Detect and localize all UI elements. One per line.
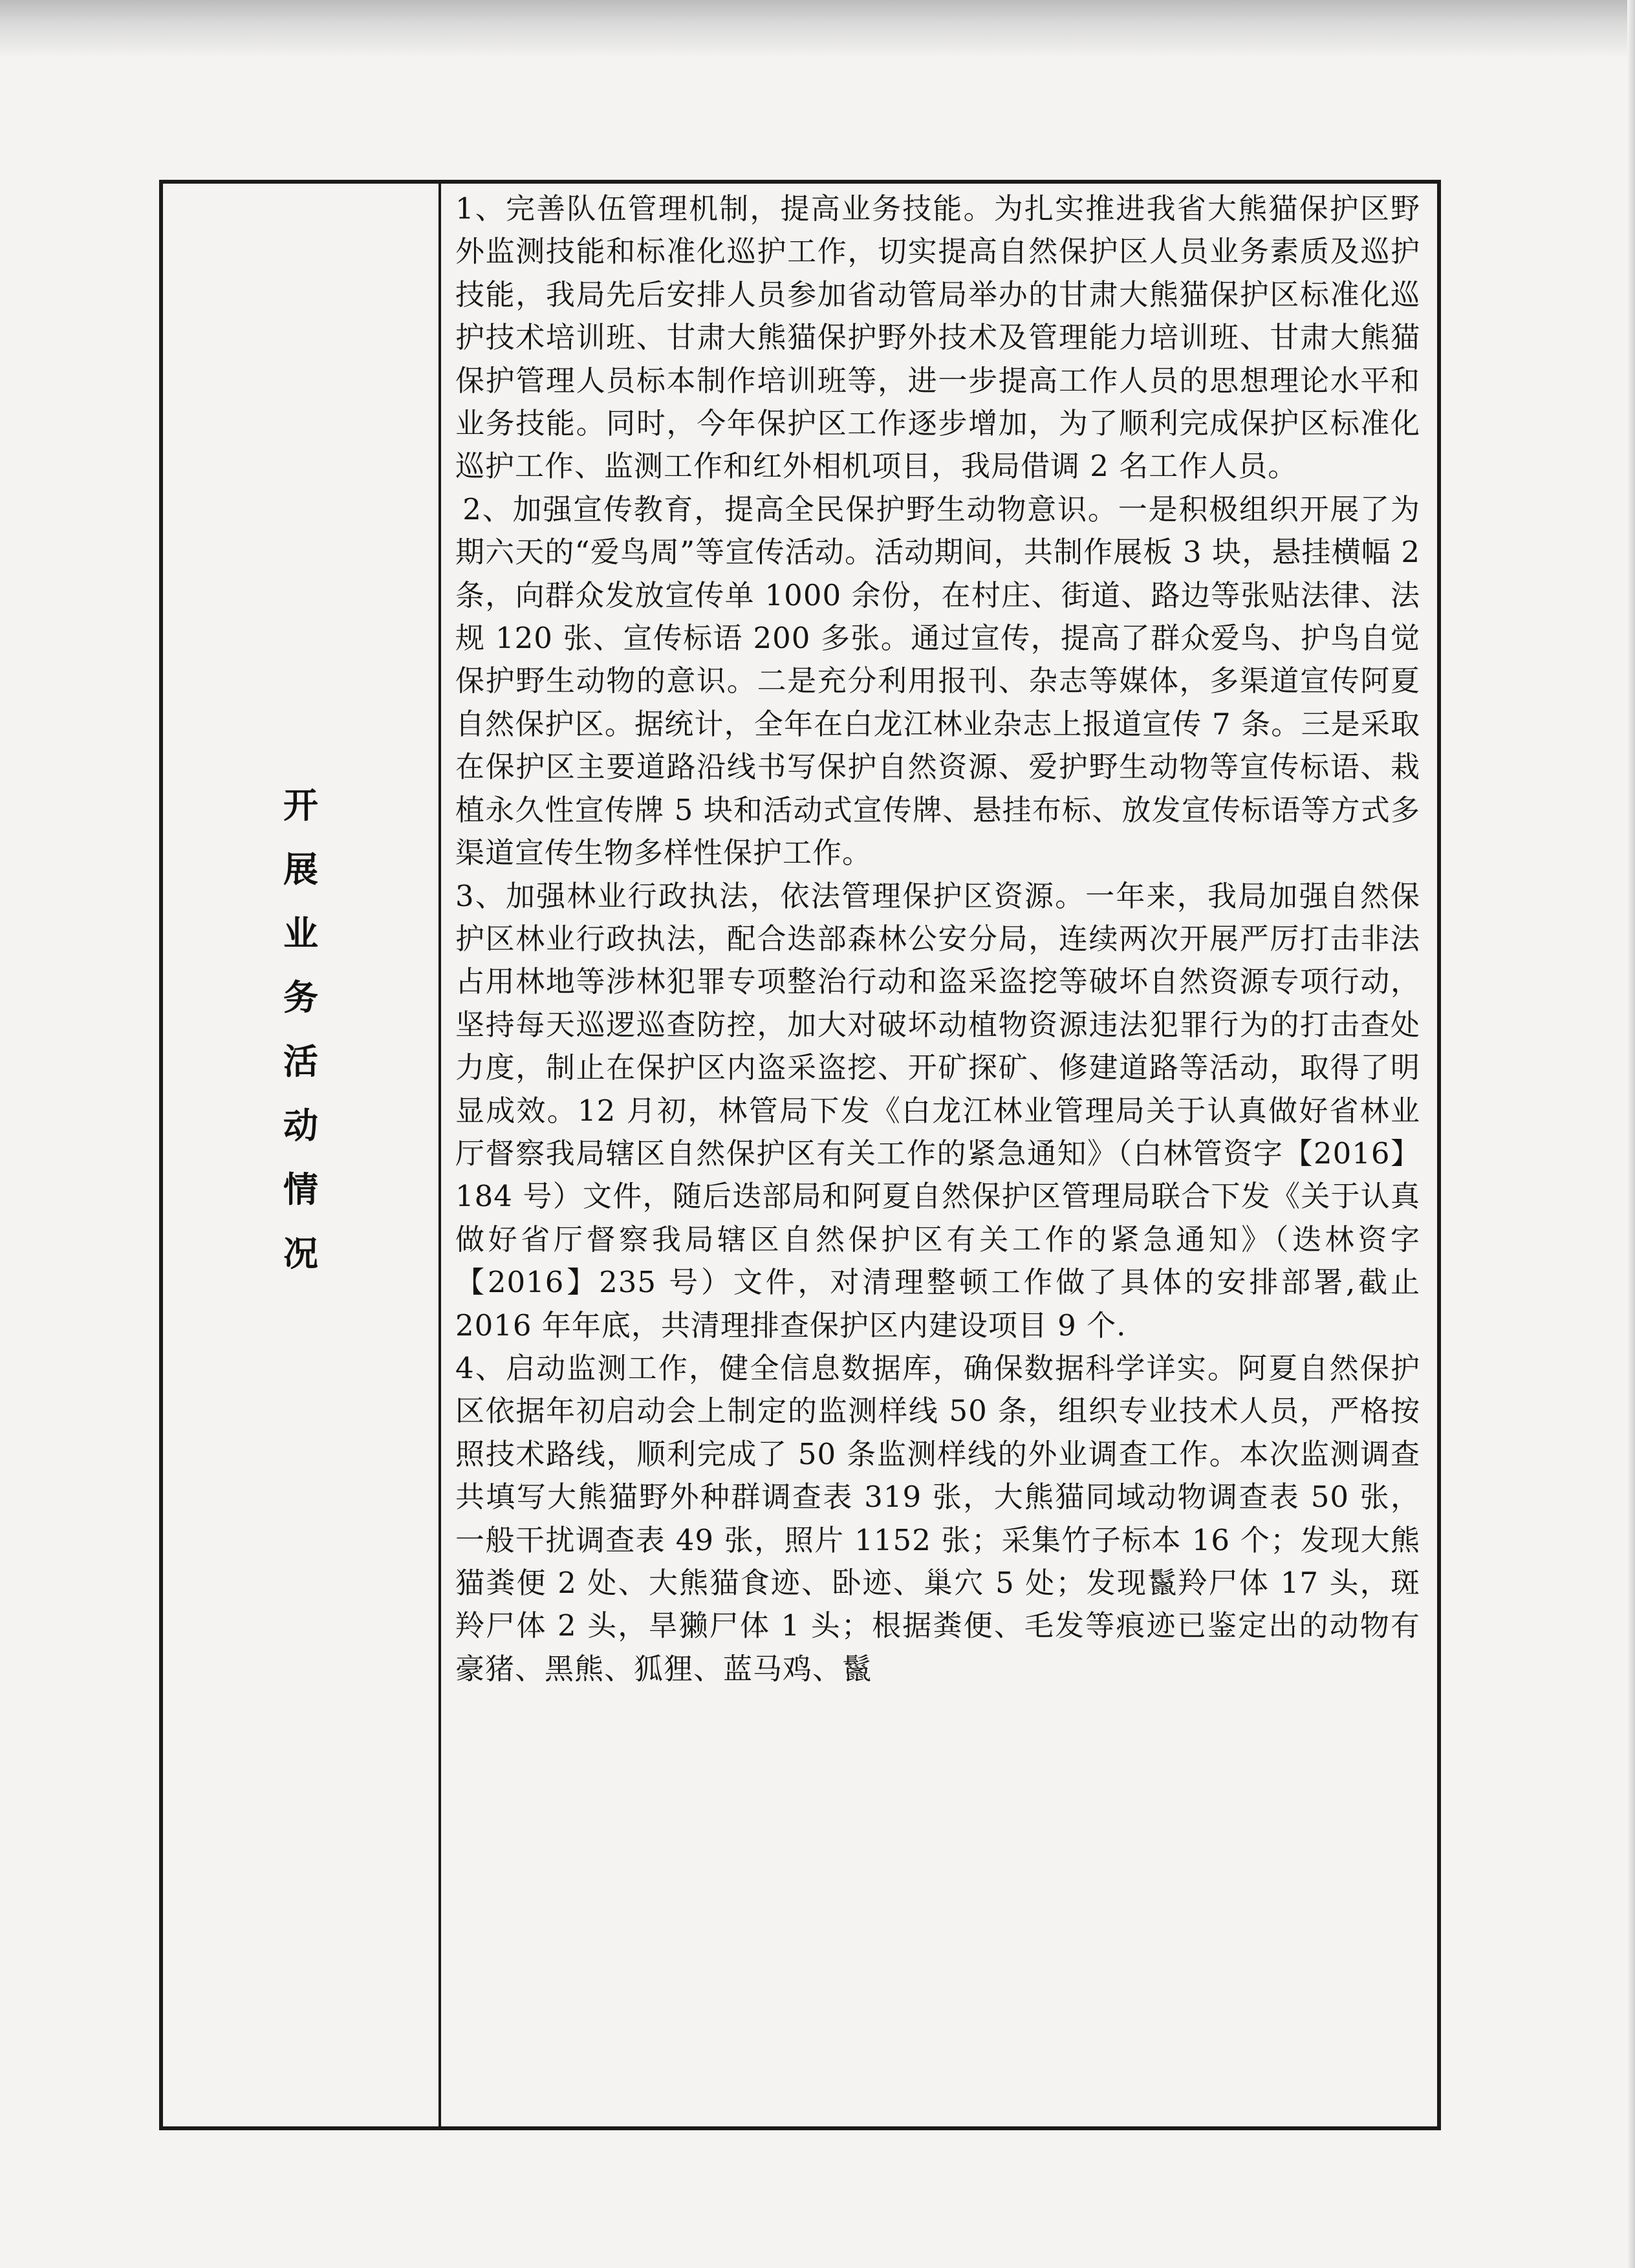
- section-label-char: 情: [283, 1169, 318, 1210]
- section-label-char: 况: [283, 1233, 318, 1274]
- form-table: [159, 180, 1441, 2130]
- section-label-char: 动: [283, 1105, 318, 1146]
- paragraph-law-enforcement: 3、加强林业行政执法，依法管理保护区资源。一年来，我局加强自然保护区林业行政执法，配合迭部森林公安分局，连续两次开展严厉打击非法占用林地等涉林犯罪专项整治行动和盗采盗挖等破坏自然资源专项行动，坚持每天巡逻巡查防控，加大对破坏动植物资源违法犯罪行为的打击查处力度，制止在保护区内盗采盗挖、开矿探矿、修建道路等活动，取得了明显成效。12 月初，林管局下发《白龙江林业管理局关于认真做好省林业厅督察我局辖区自然保护区有关工作的紧急通知》（白林管资字【2016】184 号）文件，随后迭部局和阿夏自然保护区管理局联合下发《关于认真做好省厅督察我局辖区自然保护区有关工作的紧急通知》（迭林资字【2016】235 号）文件，对清理整顿工作做了具体的安排部署,截止 2016 年年底，共清理排查保护区内建设项目 9 个.: [455, 878, 1420, 1343]
- paragraph-monitoring: 4、启动监测工作，健全信息数据库，确保数据科学详实。阿夏自然保护区依据年初启动会上制定的监测样线 50 条，组织专业技术人员，严格按照技术路线，顺利完成了 50 条监测样线的外业调查工作。本次监测调查共填写大熊猫野外种群调查表 319 张，大熊猫同域动物调查表 50 张，一般干扰调查表 49 张，照片 1152 张；采集竹子标本 16 个；发现大熊猫粪便 2 处、大熊猫食迹、卧迹、巢穴 5 处；发现鬣羚尸体 17 头，斑羚尸体 2 头，旱獭尸体 1 头；根据粪便、毛发等痕迹已鉴定出的动物有豪猪、黑熊、狐狸、蓝马鸡、鬣: [455, 1350, 1420, 1686]
- section-label-char: 活: [283, 1041, 318, 1082]
- section-label-char: 展: [283, 849, 318, 890]
- paragraph-publicity-education: 2、加强宣传教育，提高全民保护野生动物意识。一是积极组织开展了为期六天的“爱鸟周”等宣传活动。活动期间，共制作展板 3 块，悬挂横幅 2 条，向群众发放宣传单 1000 余份，在村庄、街道、路边等张贴法律、法规 120 张、宣传标语 200 多张。通过宣传，提高了群众爱鸟、护鸟自觉保护野生动物的意识。二是充分利用报刊、杂志等媒体，多渠道宣传阿夏自然保护区。据统计，全年在白龙江林业杂志上报道宣传 7 条。三是采取在保护区主要道路沿线书写保护自然资源、爱护野生动物等宣传标语、栽植永久性宣传牌 5 块和活动式宣传牌、悬挂布标、放发宣传标语等方式多渠道宣传生物多样性保护工作。: [455, 491, 1420, 870]
- paragraph-team-management: 1、完善队伍管理机制，提高业务技能。为扎实推进我省大熊猫保护区野外监测技能和标准化巡护工作，切实提高自然保护区人员业务素质及巡护技能，我局先后安排人员参加省动管局举办的甘肃大熊猫保护区标准化巡护技术培训班、甘肃大熊猫保护野外技术及管理能力培训班、甘肃大熊猫保护管理人员标本制作培训班等，进一步提高工作人员的思想理论水平和业务技能。同时，今年保护区工作逐步增加，为了顺利完成保护区标准化巡护工作、监测工作和红外相机项目，我局借调 2 名工作人员。: [455, 191, 1420, 484]
- scan-shadow-right: [1627, 0, 1635, 2268]
- section-label-cell: [163, 184, 441, 2126]
- section-label-char: 务: [283, 977, 318, 1018]
- section-label-char: 业: [283, 913, 318, 954]
- section-label-char: 开: [283, 785, 318, 826]
- scan-shadow-top: [0, 0, 1635, 58]
- content-cell: [441, 184, 1437, 2126]
